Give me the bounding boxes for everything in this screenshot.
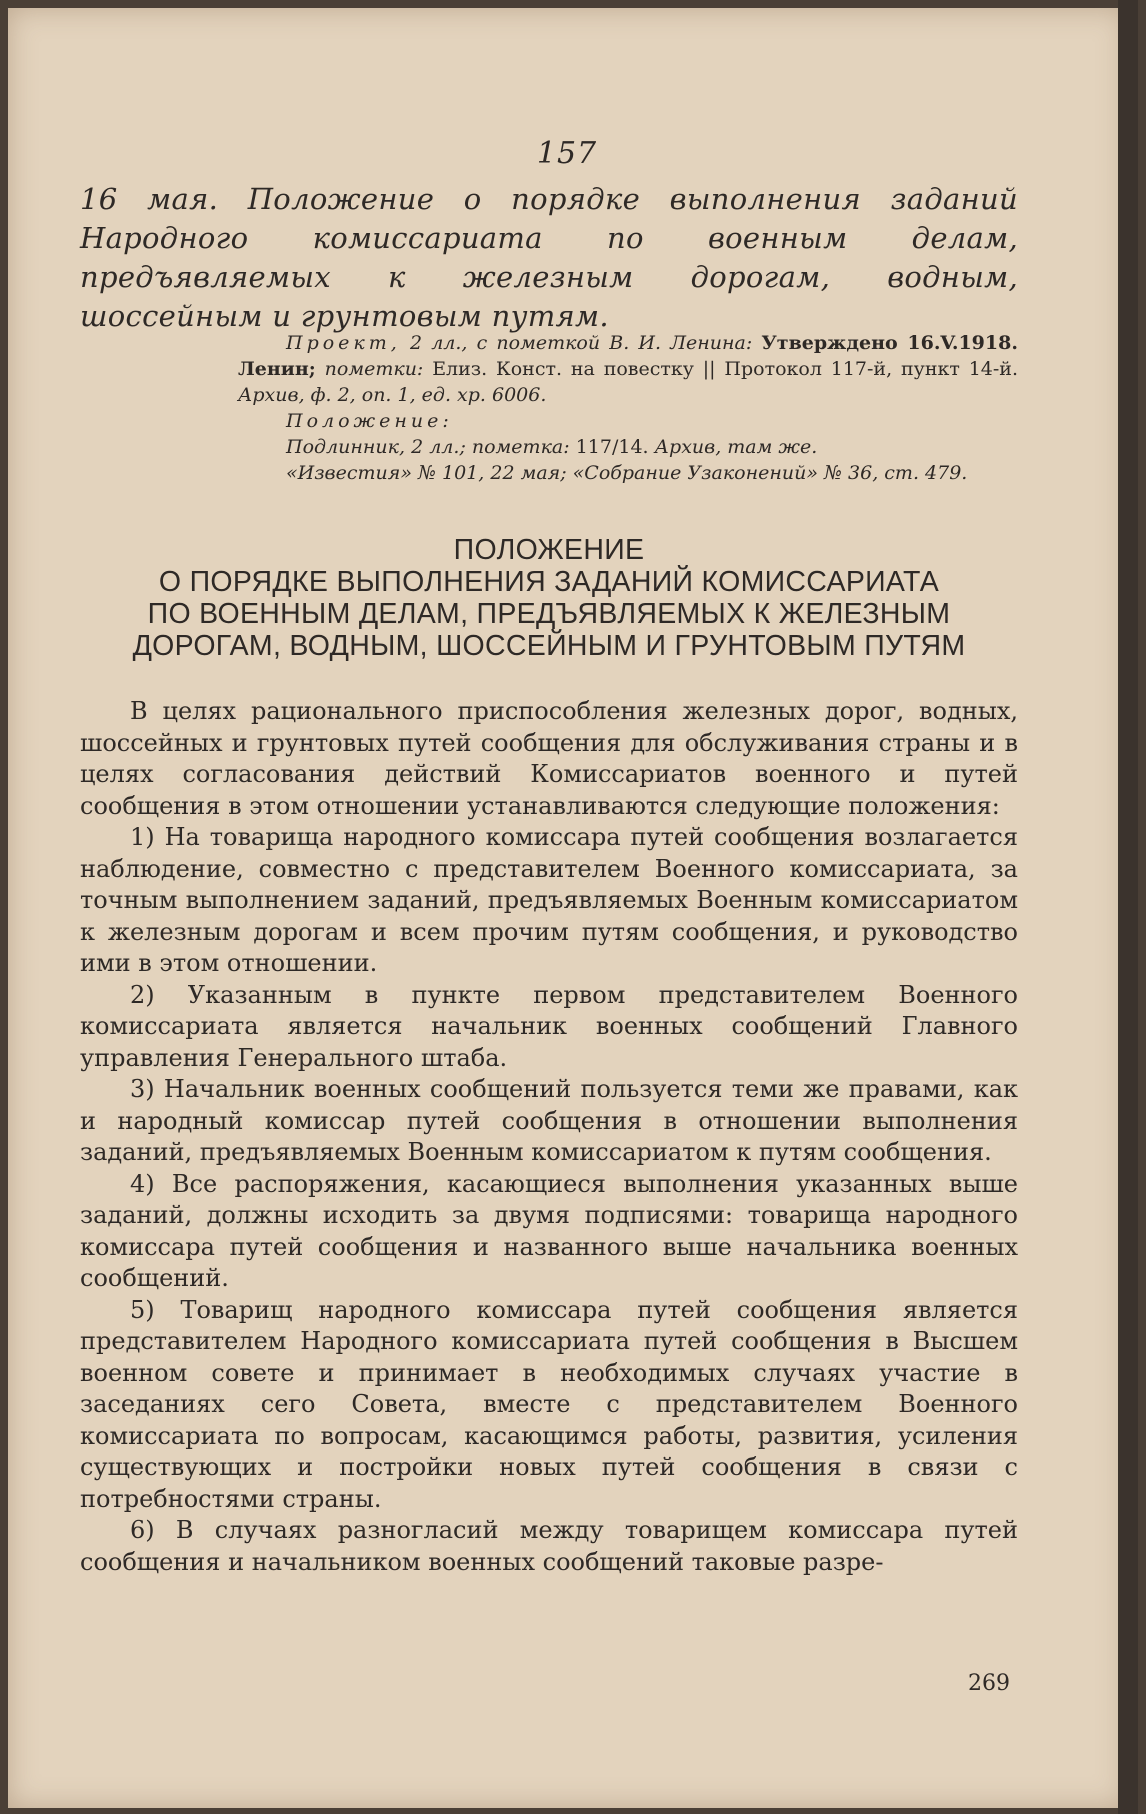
book-page (8, 8, 1126, 1808)
clause-paragraph: 6) В случаях разногласий между товарищем комиссара путей сообщения и начальником военных сообщений таковые разре- (80, 1516, 1018, 1576)
note-label-draft: Проект, (286, 332, 401, 354)
page-number: 269 (968, 1671, 1010, 1696)
archival-note-regulation-label: Положение: (286, 410, 453, 432)
archival-note-draft: Проект, 2 лл., с пометкой В. И. Ленина: Утверждено 16.V.1918. Ленин; пометки: Елиз. Конст. на повестку || Протокол 117-й, пункт 14-й. Архив, ф. 2, оп. 1, ед. хр. 6006. (238, 332, 1019, 406)
clause-paragraph: 3) Начальник военных сообщений пользуется теми же правами, как и народный комиссар путей сообщения в отношении выполнения заданий, предъявляемых Военным комиссариатом к путям сообщения. (80, 1075, 1018, 1166)
document-number: 157 (536, 136, 598, 171)
clause-paragraph: 5) Товарищ народного комиссара путей сообщения является представителем Народного комиссариата путей сообщения в Высшем военном совете и принимает в необходимых случаях участие в заседаниях сего Совета, вместе с представителем Военного комиссариата по вопросам, касающимся работы, развития, усиления существующих и постройки новых путей сообщения в связи с потребностями страны. (80, 1295, 1018, 1513)
regulation-title-line: ДОРОГАМ, ВОДНЫМ, ШОССЕЙНЫМ И ГРУНТОВЫМ ПУТЯМ (132, 630, 966, 662)
document-heading: 16 мая. Положение о порядке выполнения заданий Народного комиссариата по военным делам, предъявляемых к железным дорогам, водным, шоссейным и грунтовым путям. (80, 182, 1018, 333)
preamble-paragraph: В целях рационального приспособления железных дорог, водных, шоссейных и грунтовых путей сообщения для обслуживания страны и в целях согласования действий Комиссариатов военного и путей сообщения в этом отношении устанавливаются следующие положения: (80, 697, 1018, 820)
clause-paragraph: 2) Указанным в пункте первом представителем Военного комиссариата является начальник военных сообщений Главного управления Генерального штаба. (80, 980, 1018, 1072)
clause-paragraph: 1) На товарища народного комиссара путей сообщения возлагается наблюдение, совместно с представителем Военного комиссариата, за точным выполнением заданий, предъявляемых Военным комиссариатом к железным дорогам и всем прочим путям сообщения, и руководство ими в этом отношении. (80, 823, 1018, 977)
clause-paragraph: 4) Все распоряжения, касающиеся выполнения указанных выше заданий, должны исходить за двумя подписями: товарища народного комиссара путей сообщения и названного выше начальника военных сообщений. (80, 1169, 1018, 1292)
regulation-body (80, 696, 1018, 1578)
archival-note-publication: «Известия» № 101, 22 мая; «Собрание Узаконений» № 36, ст. 479. (286, 462, 968, 484)
regulation-title-line: О ПОРЯДКЕ ВЫПОЛНЕНИЯ ЗАДАНИЙ КОМИССАРИАТА (158, 566, 940, 598)
book-binding-edge (1118, 0, 1138, 1814)
archival-note-original: Подлинник, 2 лл.; пометка: 117/14. Архив, там же. (286, 436, 818, 458)
regulation-title-line: ПОЛОЖЕНИЕ (453, 534, 645, 566)
regulation-title-line: ПО ВОЕННЫМ ДЕЛАМ, ПРЕДЪЯВЛЯЕМЫХ К ЖЕЛЕЗНЫМ (147, 598, 951, 630)
regulation-title (80, 534, 1018, 662)
archival-notes (238, 330, 1018, 486)
